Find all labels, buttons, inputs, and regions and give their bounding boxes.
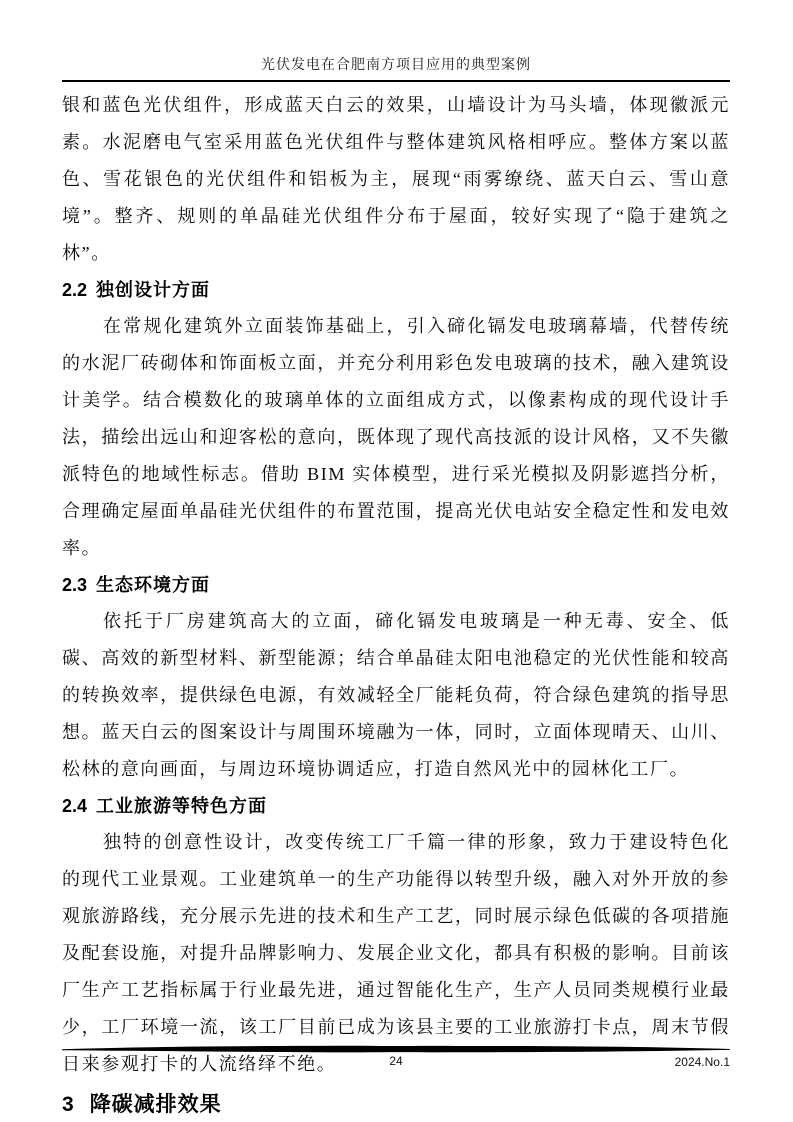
- section-heading-2-4: [62, 788, 730, 824]
- footer-divider-bar: [62, 1044, 730, 1053]
- section-number: 2.2: [62, 280, 88, 300]
- section-heading-2-3: [62, 567, 730, 603]
- running-header-title: 光伏发电在合肥南方项目应用的典型案例: [62, 56, 730, 82]
- section-title: 独创设计方面: [96, 280, 211, 300]
- section-title: 工业旅游等特色方面: [96, 796, 268, 816]
- page-number: 24: [389, 1054, 403, 1068]
- paragraph-intro: 银和蓝色光伏组件，形成蓝天白云的效果，山墙设计为马头墙，体现徽派元素。水泥磨电气室采用蓝色光伏组件与整体建筑风格相呼应。整体方案以蓝色、雪花银色的光伏组件和铝板为主，展现“雨雾缭绕、蓝天白云、雪山意境”。整齐、规则的单晶硅光伏组件分布于屋面，较好实现了“隐于建筑之林”。: [62, 95, 730, 263]
- paragraph-2-4: 独特的创意性设计，改变传统工厂千篇一律的形象，致力于建设特色化的现代工业景观。工业建筑单一的生产功能得以转型升级，融入对外开放的参观旅游路线，充分展示先进的技术和生产工艺，同时展示绿色低碳的各项措施及配套设施，对提升品牌影响力、发展企业文化，都具有积极的影响。目前该厂生产工艺指标属于行业最先进，通过智能化生产，生产人员同类规模行业最少，工厂环境一流，该工厂目前已成为该县主要的工业旅游打卡点，周末节假日来参观打卡的人流络绎不绝。: [62, 832, 730, 1074]
- chapter-heading-3: [62, 1085, 730, 1122]
- paragraph-2-3: 依托于厂房建筑高大的立面，碲化镉发电玻璃是一种无毒、安全、低碳、高效的新型材料、新型能源；结合单晶硅太阳电池稳定的光伏性能和较高的转换效率，提供绿色电源，有效减轻全厂能耗负荷，符合绿色建筑的指导思想。蓝天白云的图案设计与周围环境融为一体，同时，立面体现晴天、山川、松林的意向画面，与周边环境协调适应，打造自然风光中的园林化工厂。: [62, 611, 730, 779]
- chapter-title: 降碳减排效果: [89, 1093, 222, 1116]
- page-content: [62, 56, 730, 1122]
- section-number: 2.3: [62, 575, 88, 595]
- body-text: [62, 87, 730, 1122]
- footer-text-row: [62, 1054, 730, 1070]
- section-number: 2.4: [62, 796, 88, 816]
- section-title: 生态环境方面: [96, 575, 211, 595]
- paragraph-2-2: 在常规化建筑外立面装饰基础上，引入碲化镉发电玻璃幕墙，代替传统的水泥厂砖砌体和饰面板立面，并充分利用彩色发电玻璃的技术，融入建筑设计美学。结合模数化的玻璃单体的立面组成方式，以像素构成的现代设计手法，描绘出远山和迎客松的意向，既体现了现代高技派的设计风格，又不失徽派特色的地域性标志。借助 BIM 实体模型，进行采光模拟及阴影遮挡分析，合理确定屋面单晶硅光伏组件的布置范围，提高光伏电站安全稳定性和发电效率。: [62, 316, 730, 558]
- issue-label: 2024.No.1: [674, 1055, 730, 1069]
- page-footer: [62, 1044, 730, 1070]
- chapter-number: 3: [62, 1093, 74, 1116]
- section-heading-2-2: [62, 272, 730, 308]
